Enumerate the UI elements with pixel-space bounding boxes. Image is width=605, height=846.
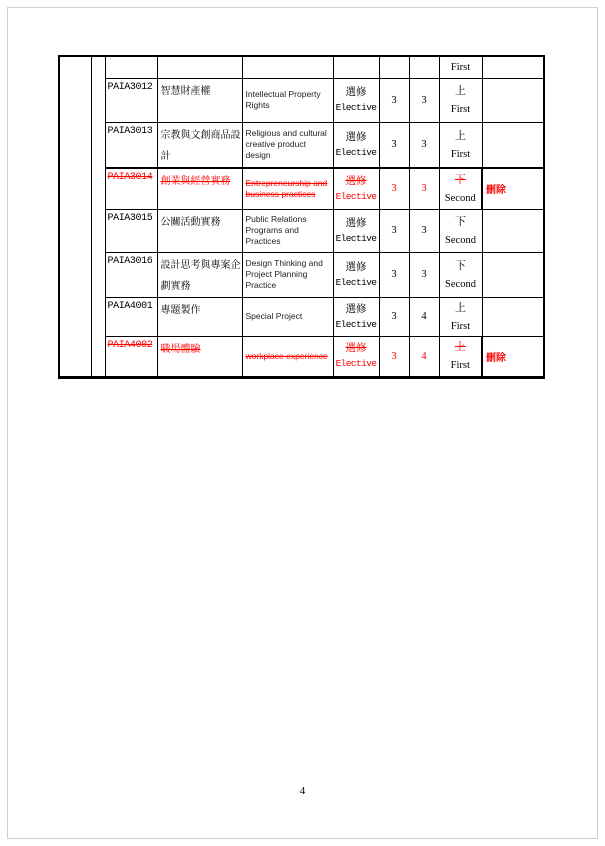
course-type-zh-label: 選修	[345, 302, 367, 315]
remark-delete-label: 刪除	[482, 168, 544, 209]
course-name-zh-cell: 專題製作	[157, 297, 242, 336]
credits-cell: 3	[379, 78, 409, 122]
course-code-cell: PAIA3016	[105, 252, 157, 297]
course-name-en-cell: Religious and cultural creative product design	[242, 122, 333, 168]
credits-cell: 3	[379, 209, 409, 252]
course-type-cell	[333, 168, 379, 209]
remark-cell	[482, 122, 544, 168]
course-name-en-cell: Design Thinking and Project Planning Practice	[242, 252, 333, 297]
page-number: 4	[299, 785, 306, 797]
hours-cell: 3	[409, 122, 439, 168]
course-name-en-cell	[242, 56, 333, 78]
semester-cell	[439, 78, 482, 122]
course-name-en-cell: workplace experience	[242, 336, 333, 377]
course-code-cell	[105, 56, 157, 78]
course-code-cell: PAIA4002	[105, 336, 157, 377]
semester-cell	[439, 297, 482, 336]
semester-en-label: First	[450, 104, 471, 115]
credits-cell: 3	[379, 336, 409, 377]
hours-cell: 4	[409, 297, 439, 336]
hours-cell: 3	[409, 168, 439, 209]
table-row	[59, 297, 544, 336]
course-name-en-cell: Special Project	[242, 297, 333, 336]
course-type-en-label: Elective	[335, 102, 377, 113]
remark-cell	[482, 252, 544, 297]
course-type-en-label: Elective	[335, 358, 377, 369]
course-type-en-label: Elective	[335, 232, 377, 244]
course-type-en-label: Elective	[335, 276, 377, 288]
course-type-zh-label: 選修	[345, 260, 367, 273]
table-row	[59, 122, 544, 168]
remark-cell	[482, 56, 544, 78]
course-name-en-cell: Public Relations Programs and Practices	[242, 209, 333, 252]
credits-cell: 3	[379, 252, 409, 297]
remark-cell	[482, 78, 544, 122]
remark-cell	[482, 209, 544, 252]
semester-en-label: First	[450, 148, 471, 160]
hours-cell: 3	[409, 252, 439, 297]
table-row-carryover	[59, 56, 544, 78]
semester-zh-label: 上	[455, 84, 466, 97]
semester-cell	[439, 209, 482, 252]
semester-en-label: Second	[444, 192, 476, 204]
semester-zh-label: 下	[454, 172, 466, 186]
semester-cell	[439, 122, 482, 168]
course-table	[58, 55, 545, 379]
hours-cell: 3	[409, 209, 439, 252]
course-name-zh-cell: 設計思考與專案企劃實務	[157, 252, 242, 297]
hours-cell: 3	[409, 78, 439, 122]
course-type-zh-label: 選修	[345, 86, 367, 98]
course-type-en-label: Elective	[335, 318, 377, 330]
subcategory-column-cell	[91, 56, 105, 377]
course-type-en-label: Elective	[335, 146, 377, 158]
semester-zh-label: 下	[455, 214, 466, 228]
course-name-zh-cell: 智慧財產權	[157, 78, 242, 122]
table-row	[59, 209, 544, 252]
semester-cell	[439, 336, 482, 377]
course-type-zh-label: 選修	[345, 174, 367, 187]
course-type-en-label: Elective	[335, 190, 377, 202]
course-code-cell: PAIA3013	[105, 122, 157, 168]
hours-cell: 4	[409, 336, 439, 377]
hours-cell	[409, 56, 439, 78]
semester-cell	[439, 168, 482, 209]
semester-en-label: Second	[445, 234, 476, 246]
course-name-zh-cell	[157, 56, 242, 78]
course-type-zh-label: 選修	[345, 342, 367, 354]
course-type-zh-label: 選修	[345, 130, 367, 143]
course-code-cell: PAIA3015	[105, 209, 157, 252]
table-row	[59, 252, 544, 297]
credits-cell: 3	[379, 168, 409, 209]
course-type-cell	[333, 252, 379, 297]
course-type-zh-label: 選修	[345, 216, 367, 229]
course-code-cell: PAIA3014	[105, 168, 157, 209]
semester-zh-label: 上	[454, 340, 466, 353]
remark-cell	[482, 297, 544, 336]
category-column-cell	[59, 56, 91, 377]
course-type-cell	[333, 78, 379, 122]
semester-cell	[439, 252, 482, 297]
semester-zh-label: 上	[455, 128, 466, 142]
course-name-en-cell: Intellectual Property Rights	[242, 78, 333, 122]
semester-en-label: First	[450, 320, 471, 332]
semester-en-label: First	[450, 61, 471, 73]
course-type-cell	[333, 297, 379, 336]
course-type-cell	[333, 56, 379, 78]
semester-zh-label: 下	[455, 258, 466, 272]
course-name-zh-cell: 公關活動實務	[157, 209, 242, 252]
credits-cell: 3	[379, 122, 409, 168]
semester-cell	[439, 56, 482, 78]
course-code-cell: PAIA3012	[105, 78, 157, 122]
semester-en-label: Second	[445, 278, 476, 290]
remark-delete-label: 刪除	[482, 336, 544, 377]
course-type-cell	[333, 122, 379, 168]
course-type-cell	[333, 209, 379, 252]
course-name-zh-cell: 職場體驗	[157, 336, 242, 377]
course-name-zh-cell: 創業與經營實務	[157, 168, 242, 209]
credits-cell: 3	[379, 297, 409, 336]
course-name-zh-cell: 宗教與文創商品設計	[157, 122, 242, 168]
table-row-deleted	[59, 168, 544, 209]
semester-zh-label: 上	[455, 300, 466, 314]
course-code-cell: PAIA4001	[105, 297, 157, 336]
credits-cell	[379, 56, 409, 78]
semester-en-label: First	[450, 360, 470, 371]
table-row-deleted	[59, 336, 544, 377]
course-name-en-cell: Entrepreneurship and business practices	[242, 168, 333, 209]
table-row	[59, 78, 544, 122]
course-type-cell	[333, 336, 379, 377]
